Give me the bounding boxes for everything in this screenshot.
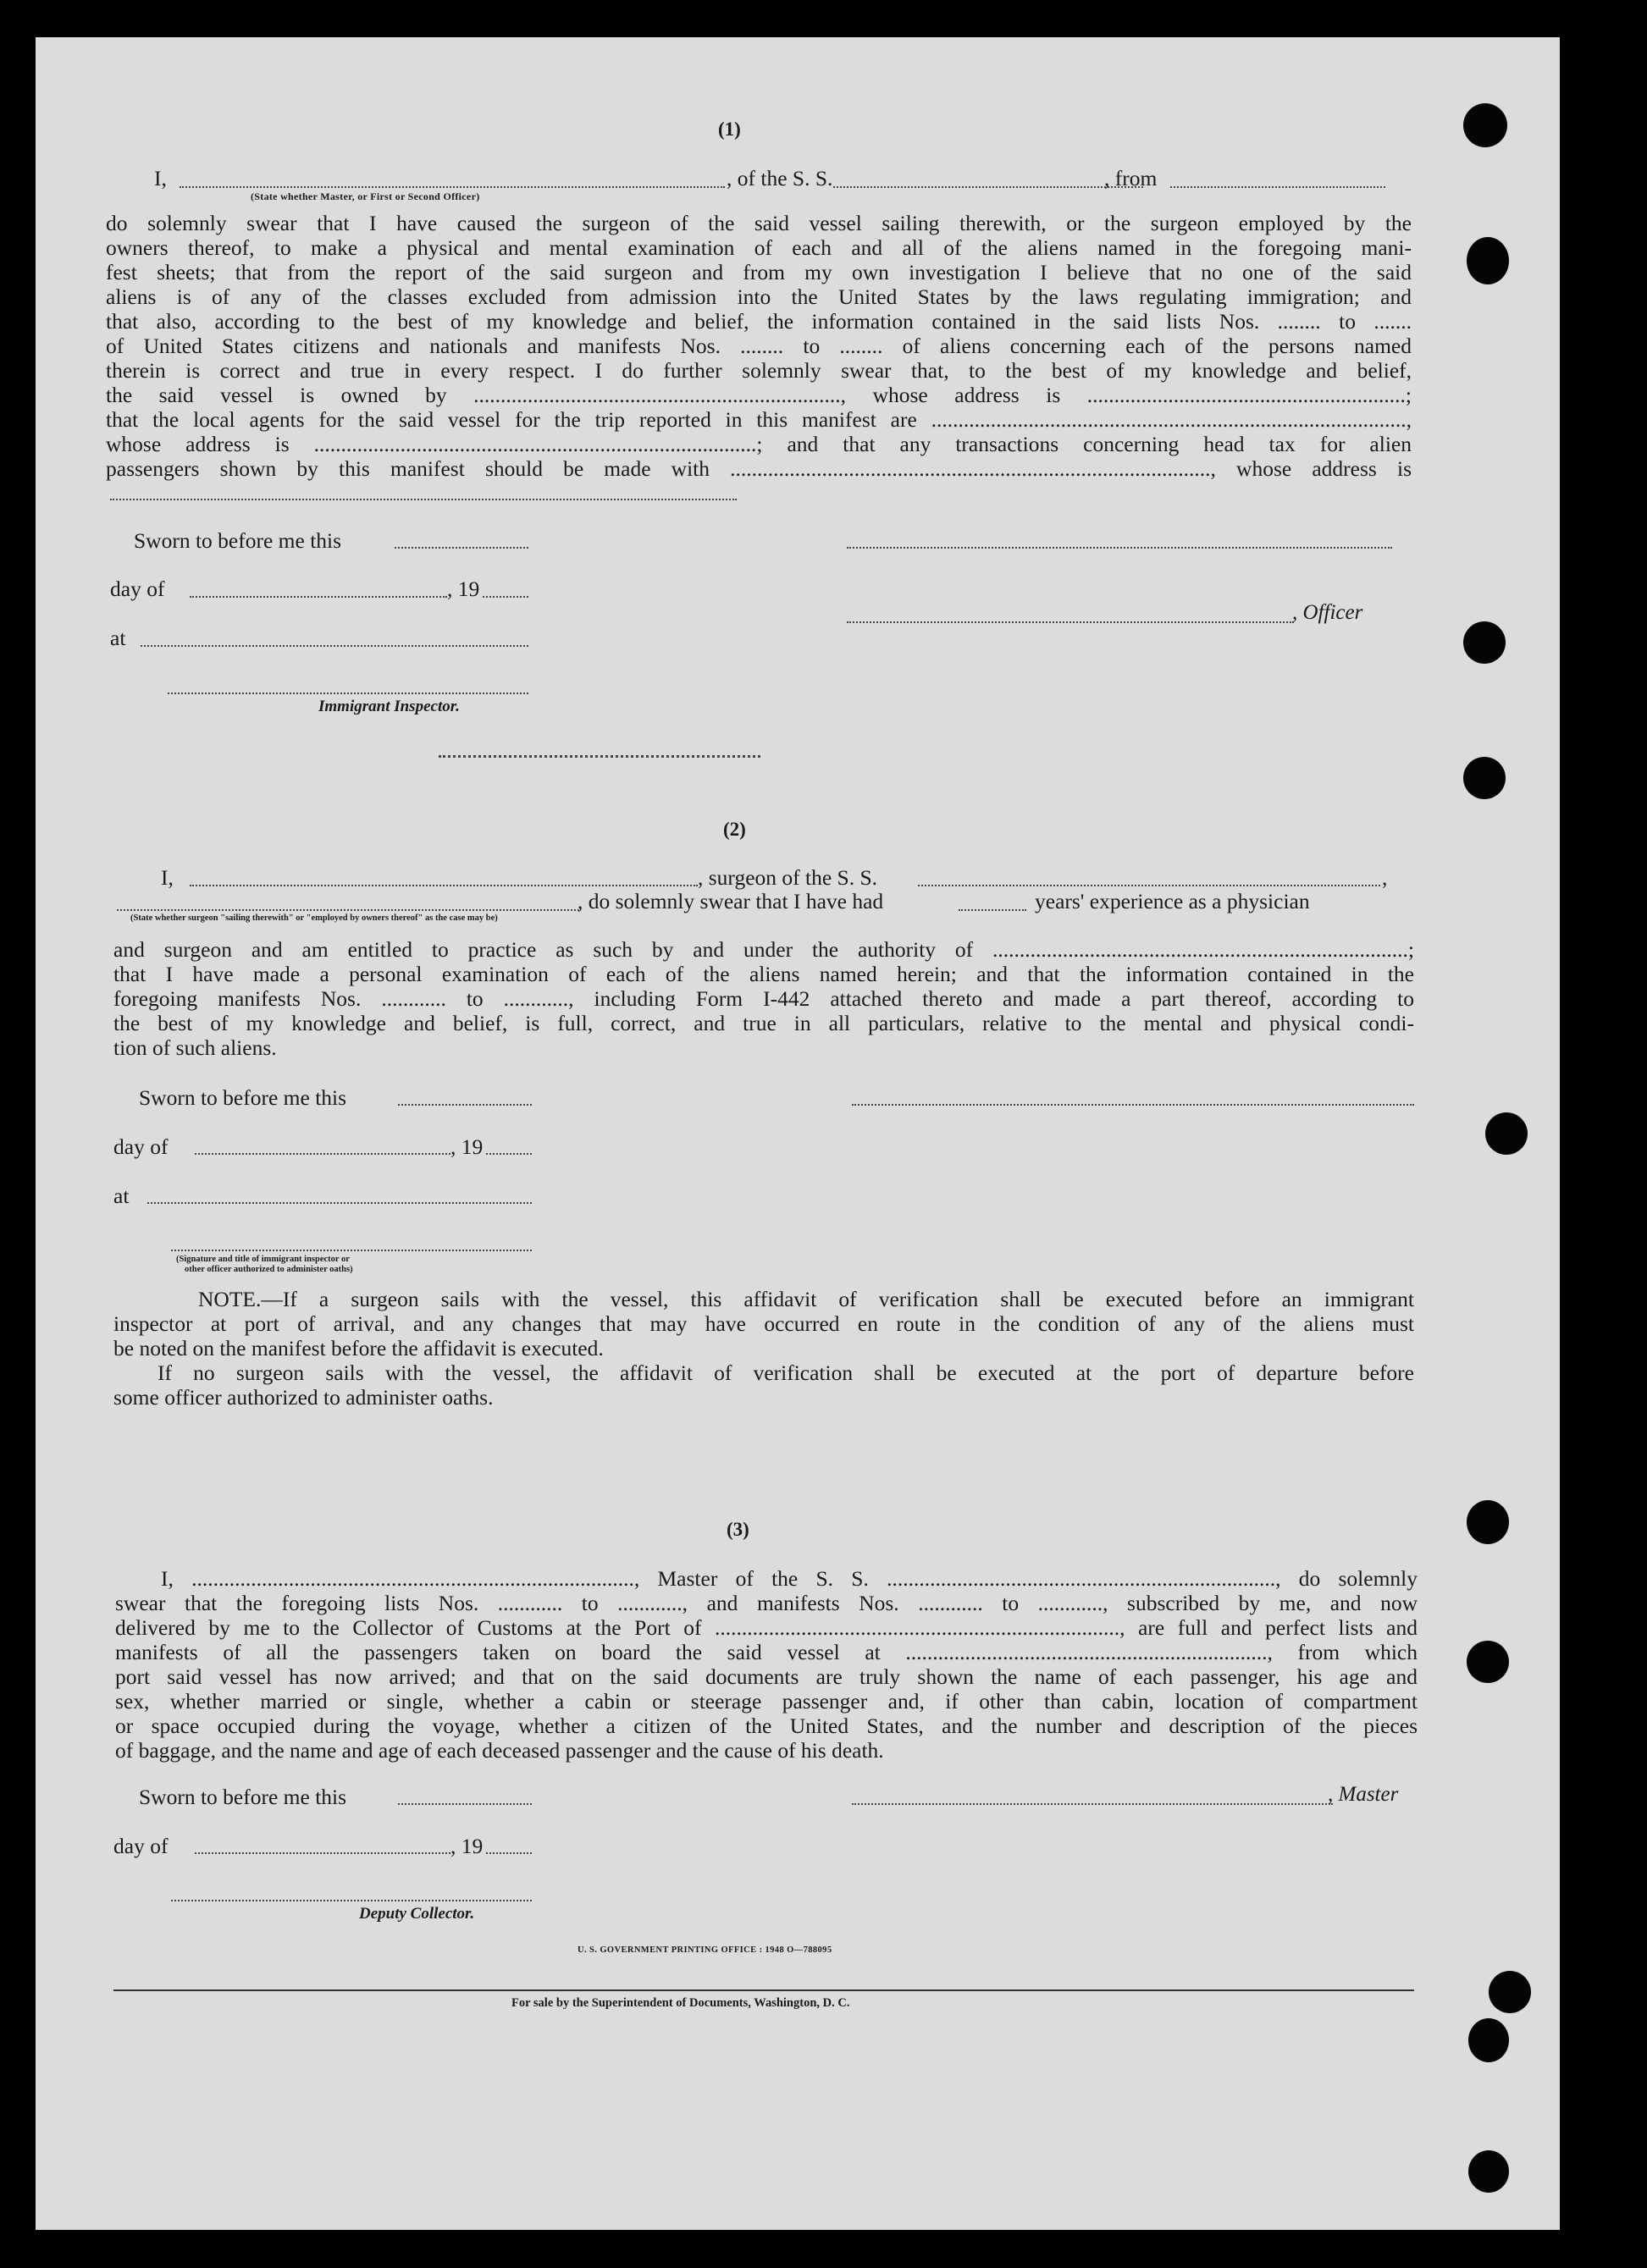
s3-year-label: , 19 [450, 1834, 484, 1858]
s2-inspector-signature-field[interactable] [171, 1250, 532, 1251]
punch-hole [1463, 621, 1506, 664]
s1-line: therein is correct and true in every respect. I do further solemnly swear that, to the best of my knowledge and belief, [106, 358, 1412, 383]
s2-sig-caption-1: (Signature and title of immigrant inspector or [176, 1255, 350, 1264]
punch-hole [1468, 2018, 1509, 2062]
s1-at-field[interactable] [141, 645, 528, 647]
form-sheet [36, 37, 1560, 2230]
section1-heading: (1) [718, 119, 741, 140]
s1-from-port-field[interactable] [1170, 186, 1385, 188]
s2-years-field[interactable] [959, 909, 1026, 911]
s3-year-field[interactable] [486, 1852, 532, 1854]
s3-line: delivered by me to the Collector of Customs at the Port of ..........................................................................., are full and perfect lists and [115, 1615, 1418, 1640]
s1-signature-field[interactable] [847, 547, 1392, 549]
s2-oath-paragraph [113, 937, 1414, 1035]
s3-sworn-date-field[interactable] [398, 1803, 532, 1805]
s1-inspector-signature-field[interactable] [168, 693, 528, 694]
note-line: be noted on the manifest before the affidavit is executed. [113, 1336, 604, 1360]
s3-line: or space occupied during the voyage, whether a citizen of the United States, and the number and description of the pieces [115, 1713, 1418, 1738]
s1-sworn-date-field[interactable] [395, 547, 528, 549]
section-separator [439, 755, 760, 758]
s1-line: owners thereof, to make a physical and mental examination of each and all of the aliens named in the foregoing mani- [106, 235, 1412, 260]
s2-swear-label: , do solemnly swear that I have had [578, 889, 884, 913]
s1-line: passengers shown by this manifest should be made with ........................................................................................., whose address is [106, 456, 1412, 481]
s2-at-label: at [113, 1184, 130, 1208]
s3-deputy-label: Deputy Collector. [359, 1905, 475, 1923]
punch-hole [1489, 1971, 1531, 2013]
s2-surgeon-of-label: , surgeon of the S. S. [698, 865, 878, 890]
punch-hole [1463, 757, 1506, 799]
s3-line: port said vessel has now arrived; and that on the said documents are truly shown the name of each passenger, his age and [115, 1664, 1418, 1689]
note-line: If no surgeon sails with the vessel, the affidavit of verification shall be executed at the port of departure before [158, 1360, 1414, 1385]
s1-of-ss-label: , of the S. S. [727, 166, 833, 190]
s3-line: of baggage, and the name and age of each deceased passenger and the cause of his death. [115, 1738, 884, 1763]
s3-master-signature-field[interactable] [852, 1803, 1333, 1805]
punch-hole [1463, 103, 1507, 147]
s3-line: manifests of all the passengers taken on board the said vessel at ..................................................................., from which [115, 1640, 1418, 1664]
s2-day-of-label: day of [113, 1134, 169, 1159]
s1-line: do solemnly swear that I have caused the surgeon of the said vessel sailing therewith, or the surgeon employed by the [106, 211, 1412, 235]
s1-oath-paragraph [106, 211, 1412, 481]
punch-hole [1467, 237, 1509, 284]
s2-year-label: , 19 [450, 1134, 484, 1159]
s1-year-label: , 19 [447, 577, 480, 601]
s3-day-of-field[interactable] [195, 1852, 450, 1854]
note-line: some officer authorized to administer oaths. [113, 1385, 494, 1410]
s2-line: foregoing manifests Nos. ............ to ............, including Form I-442 attached thereto and made a part thereof, according to [113, 986, 1414, 1011]
s1-line: whose address is ..................................................................................; and that any transactions concerning head tax for alien [106, 432, 1412, 456]
s2-sworn-label: Sworn to before me this [139, 1085, 347, 1110]
section2-heading: (2) [723, 819, 746, 840]
s2-line: that I have made a personal examination of each of the aliens named herein; and that the information contained in the [113, 962, 1414, 986]
s2-at-field[interactable] [147, 1202, 532, 1204]
note-line: inspector at port of arrival, and any changes that may have occurred en route in the condition of any of the aliens must [113, 1311, 1414, 1336]
punch-hole [1467, 1500, 1509, 1544]
s2-note [113, 1287, 1414, 1336]
note-line: NOTE.—If a surgeon sails with the vessel, this affidavit of verification shall be executed before an immigrant [198, 1287, 1414, 1311]
s1-sworn-label: Sworn to before me this [134, 528, 342, 553]
s1-line: that also, according to the best of my knowledge and belief, the information contained in the said lists Nos. ........ to ....... [106, 309, 1412, 334]
footer-rule [113, 1989, 1414, 1991]
s2-status-caption: (State whether surgeon "sailing therewith" or "employed by owners thereof" as the case may be) [130, 913, 498, 923]
s2-line: the best of my knowledge and belief, is full, correct, and true in all particulars, relative to the mental and physical condi- [113, 1011, 1414, 1035]
s2-signature-field[interactable] [852, 1104, 1414, 1106]
s3-collector-signature-field[interactable] [171, 1900, 532, 1901]
s2-sworn-date-field[interactable] [398, 1104, 532, 1106]
s2-year-field[interactable] [486, 1153, 532, 1155]
s1-day-of-field[interactable] [190, 596, 447, 598]
s3-day-of-label: day of [113, 1834, 169, 1858]
punch-hole [1467, 1641, 1509, 1683]
s2-surgeon-name-field[interactable] [190, 885, 698, 886]
section3-heading: (3) [727, 1519, 749, 1540]
s1-line: of United States citizens and nationals and manifests Nos. ........ to ........ of aliens concerning each of the persons named [106, 334, 1412, 358]
s1-ship-name-field[interactable] [833, 186, 1143, 188]
s1-inspector-label: Immigrant Inspector. [318, 698, 460, 715]
s1-i-label: I, [154, 166, 167, 190]
s1-agent-address-field[interactable] [110, 499, 737, 500]
s1-day-of-label: day of [110, 577, 165, 601]
s1-line: fest sheets; that from the report of the said surgeon and from my own investigation I believe that no one of the said [106, 260, 1412, 284]
s3-master-label: , Master [1328, 1783, 1399, 1806]
punch-hole [1468, 2150, 1509, 2193]
s2-line: and surgeon and am entitled to practice as such by and under the authority of .............................................................................; [113, 937, 1414, 962]
s1-at-label: at [110, 626, 126, 650]
s3-line: sex, whether married or single, whether a cabin or steerage passenger and, if other than cabin, location of compartment [115, 1689, 1418, 1713]
s1-officer-rank-field[interactable] [180, 186, 725, 188]
s1-line: aliens is of any of the classes excluded from admission into the United States by the laws regulating immigration; and [106, 284, 1412, 309]
s1-officer-label: , Officer [1292, 601, 1363, 624]
s1-year-field[interactable] [483, 596, 528, 598]
printing-office-imprint: U. S. GOVERNMENT PRINTING OFFICE : 1948 O—788095 [578, 1945, 832, 1955]
s2-note-2 [113, 1360, 1414, 1385]
s2-sig-caption-2: other officer authorized to administer oaths) [185, 1265, 353, 1274]
s3-oath-paragraph [115, 1566, 1418, 1738]
s3-sworn-label: Sworn to before me this [139, 1785, 347, 1809]
s2-ship-name-field[interactable] [918, 885, 1380, 886]
sale-notice: For sale by the Superintendent of Documents, Washington, D. C. [511, 1996, 850, 2010]
s2-years-label: years' experience as a physician [1035, 889, 1310, 913]
s2-day-of-field[interactable] [195, 1153, 450, 1155]
s1-from-label: , from [1104, 166, 1158, 190]
s1-officer-field[interactable] [847, 621, 1294, 623]
punch-hole [1485, 1112, 1528, 1155]
s1-line: the said vessel is owned by ...................................................................., whose address is ...........................................................; [106, 383, 1412, 407]
s2-line: tion of such aliens. [113, 1035, 277, 1060]
s1-rank-caption: (State whether Master, or First or Second Officer) [251, 190, 480, 202]
s2-surgeon-status-field[interactable] [117, 909, 579, 911]
s2-comma: , [1382, 865, 1388, 890]
s2-i-label: I, [161, 865, 174, 890]
s1-line: that the local agents for the said vessel for the trip reported in this manifest are ........................................................................................, [106, 407, 1412, 432]
s3-line: I, .................................................................................., Master of the S. S. ........................................................................, do solemnly [161, 1566, 1418, 1591]
s3-line: swear that the foregoing lists Nos. ............ to ............, and manifests Nos. ............ to ............, subscribed by me, and now [115, 1591, 1418, 1615]
